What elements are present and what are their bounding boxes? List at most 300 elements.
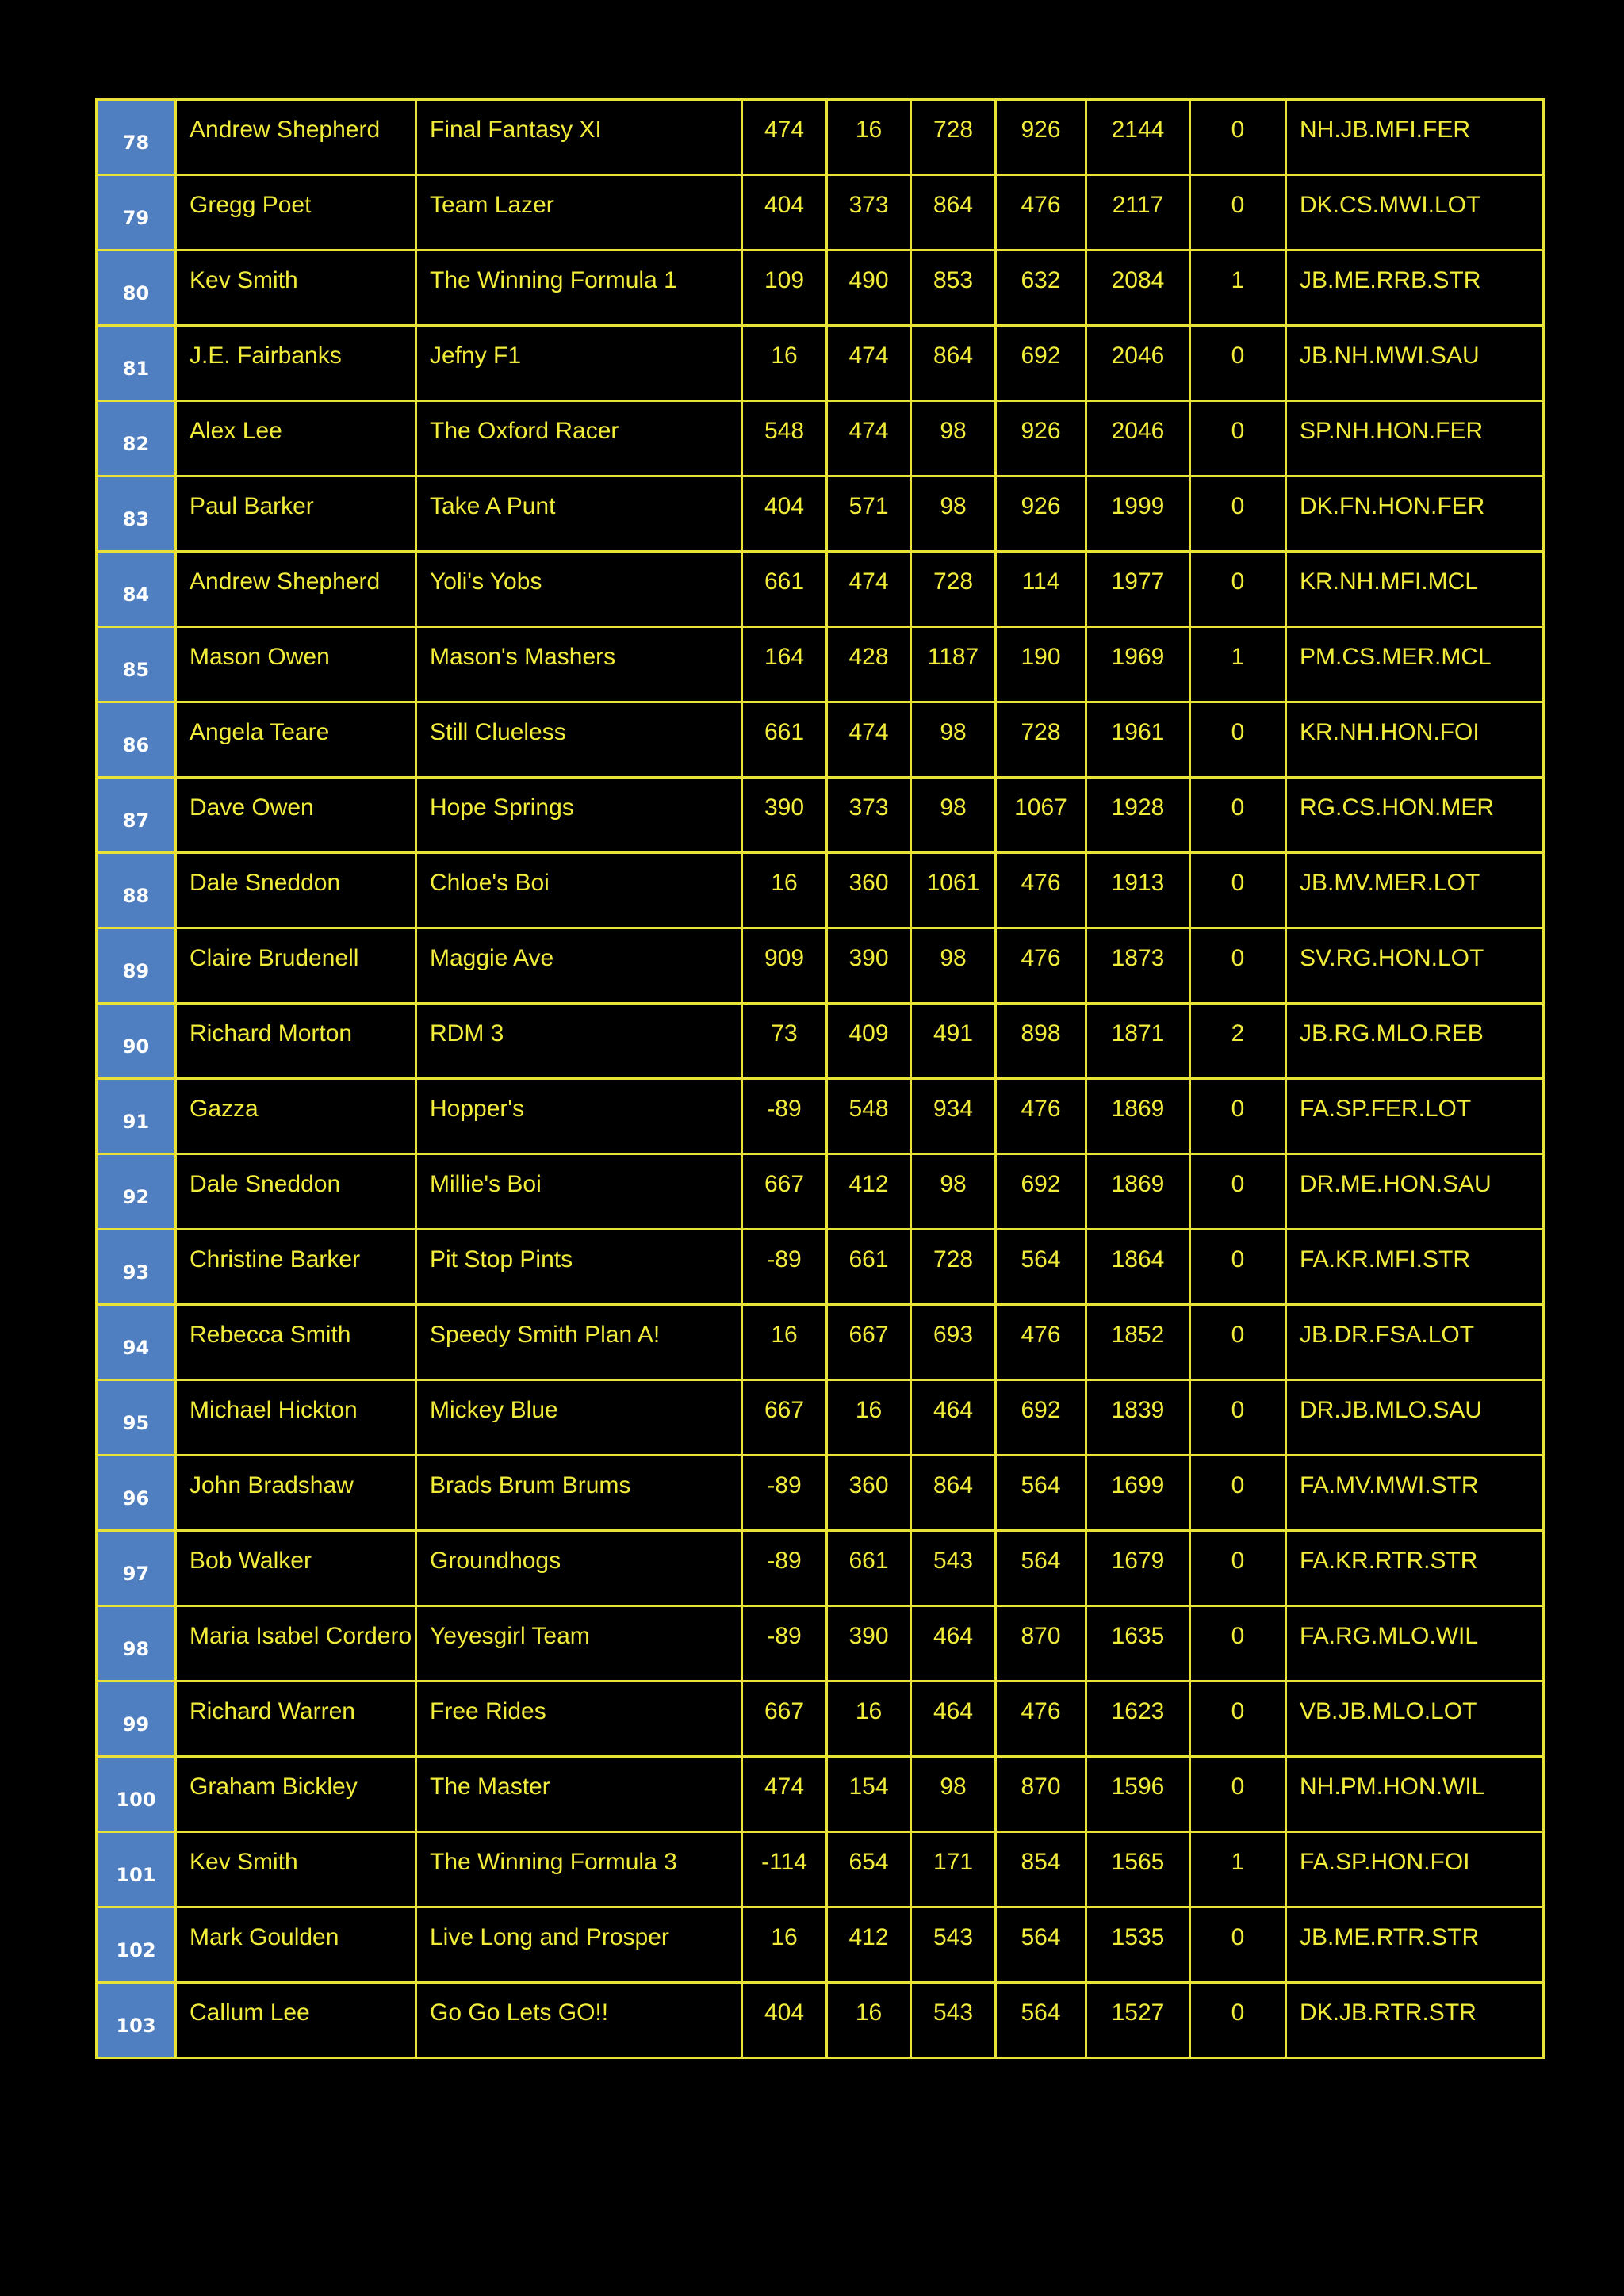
score-3-cell [911,1908,996,1983]
total-points-cell [1086,401,1190,476]
rank-text: 79 [122,207,150,229]
score-2-cell [827,1305,911,1380]
bonus-count-text: 0 [1231,1322,1245,1348]
standings-table [95,98,1545,2059]
total-points-text: 2144 [1111,117,1165,143]
rank-text: 98 [122,1638,150,1660]
bonus-count-text: 0 [1231,1999,1245,2026]
rank-cell [97,1004,176,1079]
score-1-cell [742,476,827,552]
selection-code-cell [1286,1606,1544,1682]
total-points-text: 1839 [1111,1397,1165,1423]
team-name-text: The Winning Formula 1 [430,267,677,293]
score-4-cell [996,1908,1086,1983]
score-3-text: 543 [933,1999,974,2026]
score-1-text: 73 [771,1020,798,1047]
score-1-cell [742,175,827,251]
total-points-text: 1913 [1111,870,1165,896]
bonus-count-cell [1190,1230,1286,1305]
rank-cell [97,1832,176,1908]
rank-text: 78 [122,132,150,154]
player-name-text: Michael Hickton [190,1397,358,1423]
rank-cell [97,853,176,928]
score-4-cell [996,1004,1086,1079]
score-2-text: 16 [855,1397,883,1423]
player-name-cell [176,928,416,1004]
score-2-text: 474 [848,568,889,595]
player-name-text: Dave Owen [190,794,314,821]
selection-code-cell [1286,1832,1544,1908]
team-name-cell [416,1606,742,1682]
rank-text: 87 [122,809,150,832]
bonus-count-text: 1 [1231,644,1245,670]
bonus-count-text: 0 [1231,1472,1245,1498]
total-points-cell [1086,175,1190,251]
score-4-cell [996,1682,1086,1757]
total-points-cell [1086,251,1190,326]
total-points-cell [1086,1380,1190,1456]
score-1-cell [742,1305,827,1380]
bonus-count-text: 0 [1231,493,1245,519]
player-name-text: Alex Lee [190,418,282,444]
total-points-cell [1086,100,1190,175]
bonus-count-cell [1190,1079,1286,1154]
total-points-cell [1086,853,1190,928]
score-3-text: 464 [933,1623,974,1649]
rank-text: 103 [116,2015,156,2037]
table-row [97,778,1544,853]
player-name-text: Christine Barker [190,1246,361,1272]
score-2-cell [827,1908,911,1983]
score-1-cell [742,1606,827,1682]
player-name-text: Paul Barker [190,493,314,519]
score-1-cell [742,1908,827,1983]
player-name-cell [176,1757,416,1832]
bonus-count-cell [1190,1757,1286,1832]
selection-code-cell [1286,1380,1544,1456]
total-points-cell [1086,928,1190,1004]
rank-cell [97,1079,176,1154]
total-points-text: 2046 [1111,418,1165,444]
rank-cell [97,778,176,853]
score-1-text: 661 [764,719,805,745]
score-4-text: 190 [1021,644,1061,670]
score-2-text: 154 [848,1774,889,1800]
table-row [97,1380,1544,1456]
score-4-text: 476 [1021,870,1061,896]
total-points-text: 1969 [1111,644,1165,670]
team-name-cell [416,1079,742,1154]
player-name-cell [176,1305,416,1380]
score-4-cell [996,1456,1086,1531]
rank-cell [97,1380,176,1456]
table-row [97,1757,1544,1832]
score-4-text: 870 [1021,1623,1061,1649]
table-row [97,853,1544,928]
score-2-text: 373 [848,794,889,821]
score-4-cell [996,1757,1086,1832]
selection-code-cell [1286,100,1544,175]
team-name-text: Hopper's [430,1096,525,1122]
team-name-cell [416,702,742,778]
score-2-cell [827,1983,911,2058]
score-2-cell [827,1004,911,1079]
total-points-cell [1086,1456,1190,1531]
team-name-cell [416,853,742,928]
score-3-cell [911,853,996,928]
selection-code-text: JB.ME.RRB.STR [1300,267,1481,293]
table-row [97,702,1544,778]
player-name-cell [176,1606,416,1682]
selection-code-cell [1286,1004,1544,1079]
table-row [97,1079,1544,1154]
selection-code-text: DK.JB.RTR.STR [1300,1999,1477,2026]
score-2-cell [827,778,911,853]
score-3-text: 543 [933,1924,974,1950]
score-3-cell [911,928,996,1004]
score-1-cell [742,552,827,627]
score-4-text: 476 [1021,945,1061,971]
rank-text: 91 [122,1111,150,1133]
table-row [97,1305,1544,1380]
total-points-text: 1623 [1111,1698,1165,1724]
player-name-cell [176,1004,416,1079]
bonus-count-text: 0 [1231,1623,1245,1649]
player-name-cell [176,853,416,928]
score-4-cell [996,1380,1086,1456]
selection-code-cell [1286,778,1544,853]
score-1-text: 164 [764,644,805,670]
player-name-text: Dale Sneddon [190,870,341,896]
team-name-cell [416,1757,742,1832]
player-name-cell [176,175,416,251]
selection-code-cell [1286,1079,1544,1154]
team-name-cell [416,326,742,401]
rank-text: 97 [122,1563,150,1585]
score-3-cell [911,1606,996,1682]
bonus-count-cell [1190,1456,1286,1531]
team-name-cell [416,251,742,326]
total-points-text: 1852 [1111,1322,1165,1348]
score-3-cell [911,1004,996,1079]
score-4-text: 476 [1021,1698,1061,1724]
total-points-text: 1565 [1111,1849,1165,1875]
score-3-cell [911,1983,996,2058]
score-1-text: 390 [764,794,805,821]
score-4-cell [996,1606,1086,1682]
score-1-text: -89 [767,1623,802,1649]
rank-text: 86 [122,734,150,756]
selection-code-cell [1286,627,1544,702]
total-points-text: 1869 [1111,1096,1165,1122]
table-row [97,175,1544,251]
rank-cell [97,1757,176,1832]
team-name-text: Free Rides [430,1698,546,1724]
score-4-text: 728 [1021,719,1061,745]
rank-text: 84 [122,584,150,606]
rank-text: 95 [122,1412,150,1434]
score-3-text: 864 [933,192,974,218]
score-2-text: 412 [848,1924,889,1950]
bonus-count-cell [1190,1380,1286,1456]
rank-text: 94 [122,1337,150,1359]
score-1-text: 667 [764,1171,805,1197]
selection-code-text: DK.FN.HON.FER [1300,493,1485,519]
team-name-text: Go Go Lets GO!! [430,1999,609,2026]
score-3-text: 98 [940,945,967,971]
bonus-count-text: 0 [1231,418,1245,444]
selection-code-text: DR.ME.HON.SAU [1300,1171,1492,1197]
team-name-cell [416,100,742,175]
total-points-text: 2046 [1111,342,1165,369]
score-3-cell [911,401,996,476]
team-name-cell [416,1983,742,2058]
score-4-cell [996,1079,1086,1154]
score-1-cell [742,100,827,175]
team-name-text: Speedy Smith Plan A! [430,1322,661,1348]
team-name-cell [416,627,742,702]
player-name-text: Richard Warren [190,1698,355,1724]
selection-code-text: JB.MV.MER.LOT [1300,870,1480,896]
team-name-cell [416,1380,742,1456]
selection-code-text: DR.JB.MLO.SAU [1300,1397,1483,1423]
total-points-text: 1869 [1111,1171,1165,1197]
score-3-text: 98 [940,1171,967,1197]
score-3-cell [911,1305,996,1380]
bonus-count-cell [1190,100,1286,175]
team-name-text: Jefny F1 [430,342,522,369]
total-points-cell [1086,1154,1190,1230]
bonus-count-text: 0 [1231,1548,1245,1574]
score-2-cell [827,401,911,476]
score-2-text: 373 [848,192,889,218]
team-name-cell [416,175,742,251]
player-name-cell [176,778,416,853]
score-2-text: 390 [848,1623,889,1649]
player-name-text: Mark Goulden [190,1924,339,1950]
table-row [97,1983,1544,2058]
score-1-text: 661 [764,568,805,595]
total-points-text: 1527 [1111,1999,1165,2026]
total-points-text: 1535 [1111,1924,1165,1950]
player-name-cell [176,476,416,552]
total-points-text: 1928 [1111,794,1165,821]
score-2-cell [827,1079,911,1154]
score-1-text: 404 [764,192,805,218]
score-1-cell [742,1380,827,1456]
player-name-cell [176,627,416,702]
team-name-text: The Master [430,1774,550,1800]
score-3-text: 464 [933,1698,974,1724]
score-4-text: 692 [1021,1171,1061,1197]
player-name-cell [176,326,416,401]
score-2-text: 428 [848,644,889,670]
player-name-cell [176,1531,416,1606]
score-4-cell [996,702,1086,778]
score-3-text: 98 [940,794,967,821]
bonus-count-cell [1190,1154,1286,1230]
score-3-text: 1187 [927,644,979,670]
team-name-text: Hope Springs [430,794,574,821]
bonus-count-cell [1190,476,1286,552]
table-row [97,552,1544,627]
score-1-text: 16 [771,342,798,369]
table-row [97,1456,1544,1531]
rank-cell [97,1456,176,1531]
player-name-text: Maria Isabel Cordero [190,1623,412,1649]
player-name-text: Kev Smith [190,1849,298,1875]
score-4-text: 898 [1021,1020,1061,1047]
score-3-cell [911,1154,996,1230]
total-points-cell [1086,1983,1190,2058]
table-row [97,627,1544,702]
score-1-cell [742,326,827,401]
team-name-cell [416,552,742,627]
score-3-cell [911,100,996,175]
score-1-cell [742,401,827,476]
selection-code-text: FA.RG.MLO.WIL [1300,1623,1479,1649]
total-points-cell [1086,1305,1190,1380]
bonus-count-cell [1190,702,1286,778]
score-4-cell [996,552,1086,627]
rank-cell [97,1606,176,1682]
bonus-count-cell [1190,778,1286,853]
player-name-cell [176,1682,416,1757]
table-row [97,1004,1544,1079]
score-2-cell [827,853,911,928]
score-2-text: 474 [848,719,889,745]
bonus-count-text: 0 [1231,1096,1245,1122]
rank-text: 88 [122,885,150,907]
player-name-cell [176,1456,416,1531]
selection-code-text: FA.MV.MWI.STR [1300,1472,1479,1498]
total-points-cell [1086,476,1190,552]
score-2-cell [827,1757,911,1832]
rank-cell [97,1983,176,2058]
score-1-cell [742,1531,827,1606]
bonus-count-cell [1190,928,1286,1004]
team-name-text: Yoli's Yobs [430,568,542,595]
bonus-count-text: 0 [1231,342,1245,369]
rank-text: 80 [122,282,150,304]
player-name-cell [176,251,416,326]
selection-code-text: SP.NH.HON.FER [1300,418,1484,444]
bonus-count-cell [1190,1004,1286,1079]
score-3-text: 853 [933,267,974,293]
score-2-text: 16 [855,1999,883,2026]
selection-code-cell [1286,476,1544,552]
rank-text: 90 [122,1035,150,1058]
bonus-count-text: 0 [1231,1924,1245,1950]
score-2-text: 667 [848,1322,889,1348]
score-2-text: 661 [848,1246,889,1272]
score-2-cell [827,1832,911,1908]
selection-code-text: JB.ME.RTR.STR [1300,1924,1480,1950]
rank-cell [97,1908,176,1983]
score-4-cell [996,175,1086,251]
total-points-cell [1086,1757,1190,1832]
rank-text: 85 [122,659,150,681]
player-name-text: Angela Teare [190,719,330,745]
team-name-text: Team Lazer [430,192,554,218]
team-name-text: Groundhogs [430,1548,561,1574]
score-1-text: 16 [771,870,798,896]
score-2-text: 360 [848,870,889,896]
selection-code-cell [1286,1456,1544,1531]
score-1-text: -89 [767,1472,802,1498]
score-1-text: 474 [764,1774,805,1800]
player-name-text: Andrew Shepherd [190,568,381,595]
score-3-text: 464 [933,1397,974,1423]
score-3-cell [911,702,996,778]
selection-code-text: FA.KR.MFI.STR [1300,1246,1471,1272]
score-3-text: 491 [933,1020,974,1047]
player-name-text: Rebecca Smith [190,1322,351,1348]
score-3-cell [911,326,996,401]
team-name-cell [416,401,742,476]
selection-code-cell [1286,251,1544,326]
selection-code-text: PM.CS.MER.MCL [1300,644,1492,670]
rank-text: 100 [116,1789,156,1811]
rank-cell [97,1154,176,1230]
total-points-cell [1086,778,1190,853]
rank-text: 99 [122,1713,150,1735]
table-row [97,326,1544,401]
selection-code-text: JB.RG.MLO.REB [1300,1020,1484,1047]
player-name-cell [176,552,416,627]
score-4-text: 870 [1021,1774,1061,1800]
selection-code-text: KR.NH.HON.FOI [1300,719,1480,745]
total-points-cell [1086,1079,1190,1154]
score-1-text: -89 [767,1548,802,1574]
total-points-cell [1086,1004,1190,1079]
selection-code-text: NH.PM.HON.WIL [1300,1774,1485,1800]
score-3-cell [911,627,996,702]
score-3-text: 693 [933,1322,974,1348]
score-3-text: 728 [933,1246,974,1272]
selection-code-text: DK.CS.MWI.LOT [1300,192,1481,218]
rank-cell [97,175,176,251]
selection-code-text: VB.JB.MLO.LOT [1300,1698,1477,1724]
score-3-cell [911,552,996,627]
score-4-cell [996,853,1086,928]
total-points-cell [1086,1606,1190,1682]
team-name-text: Brads Brum Brums [430,1472,631,1498]
team-name-text: Live Long and Prosper [430,1924,669,1950]
score-1-cell [742,251,827,326]
score-2-text: 654 [848,1849,889,1875]
bonus-count-text: 0 [1231,870,1245,896]
score-2-cell [827,552,911,627]
team-name-cell [416,1456,742,1531]
score-4-text: 564 [1021,1472,1061,1498]
table-row [97,1606,1544,1682]
team-name-cell [416,1832,742,1908]
score-1-cell [742,1983,827,2058]
total-points-text: 1679 [1111,1548,1165,1574]
selection-code-cell [1286,552,1544,627]
player-name-cell [176,1230,416,1305]
player-name-text: Dale Sneddon [190,1171,341,1197]
rank-cell [97,1682,176,1757]
total-points-text: 1635 [1111,1623,1165,1649]
player-name-text: Gregg Poet [190,192,312,218]
score-1-text: 909 [764,945,805,971]
score-4-cell [996,778,1086,853]
score-1-cell [742,1154,827,1230]
total-points-text: 1873 [1111,945,1165,971]
total-points-cell [1086,1230,1190,1305]
